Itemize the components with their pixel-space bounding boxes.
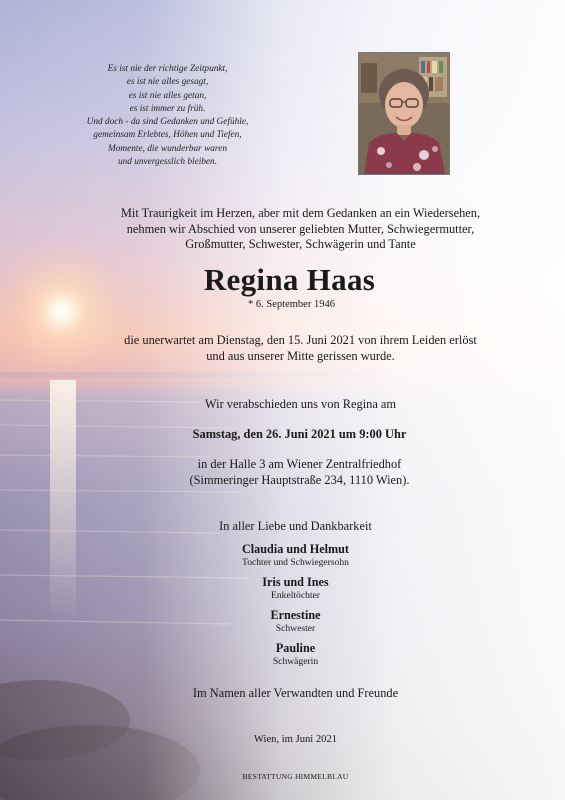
ceremony-location (0, 457, 565, 488)
mourners-list (0, 542, 565, 674)
mourner-entry (26, 542, 565, 569)
intro-line: nehmen wir Abschied von unserer geliebten Mutter, Schwiegermutter, (126, 221, 475, 236)
mourner-name: Claudia und Helmut (241, 542, 349, 556)
portrait-image (359, 53, 449, 174)
poem-line: es ist immer zu früh. (129, 103, 206, 114)
poem-line: Momente, die wunderbar waren (108, 143, 227, 154)
mourner-relation: Enkeltöchter (270, 590, 320, 601)
deceased-name: Regina Haas (203, 262, 376, 297)
family-closing: Im Namen aller Verwandten und Freunde (192, 686, 399, 700)
intro-text (0, 206, 565, 253)
ceremony-date: Samstag, den 26. Juni 2021 um 9:00 Uhr (192, 427, 407, 441)
mourner-name: Iris und Ines (262, 575, 329, 589)
mourner-entry (26, 641, 565, 668)
mourners-heading: In aller Liebe und Dankbarkeit (219, 519, 372, 533)
poem-line: Es ist nie der richtige Zeitpunkt, (107, 64, 228, 74)
mourner-entry (26, 575, 565, 602)
portrait-photo (358, 52, 450, 175)
place-date: Wien, im Juni 2021 (253, 734, 338, 745)
farewell-intro: Wir verabschieden uns von Regina am (204, 397, 397, 411)
mourner-relation: Schwägerin (272, 656, 319, 667)
poem-line: es ist nie alles getan, (128, 90, 207, 101)
poem-line: gemeinsam Erlebtes, Höhen und Tiefen, (93, 130, 242, 141)
poem-line: Und doch - da sind Gedanken und Gefühle, (86, 117, 249, 128)
birth-date: * 6. September 1946 (248, 299, 335, 310)
undertaker-name: BESTATTUNG HIMMELBLAU (242, 772, 349, 781)
poem-line: es ist nie alles gesagt, (126, 77, 209, 88)
mourner-relation: Tochter und Schwiegersohn (242, 557, 349, 568)
mourner-name: Pauline (275, 641, 316, 655)
mourner-relation: Schwester (275, 623, 316, 634)
intro-line: Großmutter, Schwester, Schwägerin und Tante (185, 237, 416, 252)
death-notice-line: und aus unserer Mitte gerissen wurde. (206, 349, 395, 363)
location-line: in der Halle 3 am Wiener Zentralfriedhof (197, 457, 402, 471)
intro-line: Mit Traurigkeit im Herzen, aber mit dem Gedanken an ein Wiedersehen, (120, 206, 481, 220)
death-notice (0, 332, 565, 364)
poem-line: und unvergesslich bleiben. (117, 157, 218, 168)
mourner-name: Ernestine (270, 608, 321, 622)
location-line: (Simmeringer Hauptstraße 234, 1110 Wien). (189, 472, 410, 487)
mourner-entry (26, 608, 565, 635)
death-notice-line: die unerwartet am Dienstag, den 15. Juni 2021 von ihrem Leiden erlöst (124, 333, 477, 347)
poem (50, 63, 285, 169)
